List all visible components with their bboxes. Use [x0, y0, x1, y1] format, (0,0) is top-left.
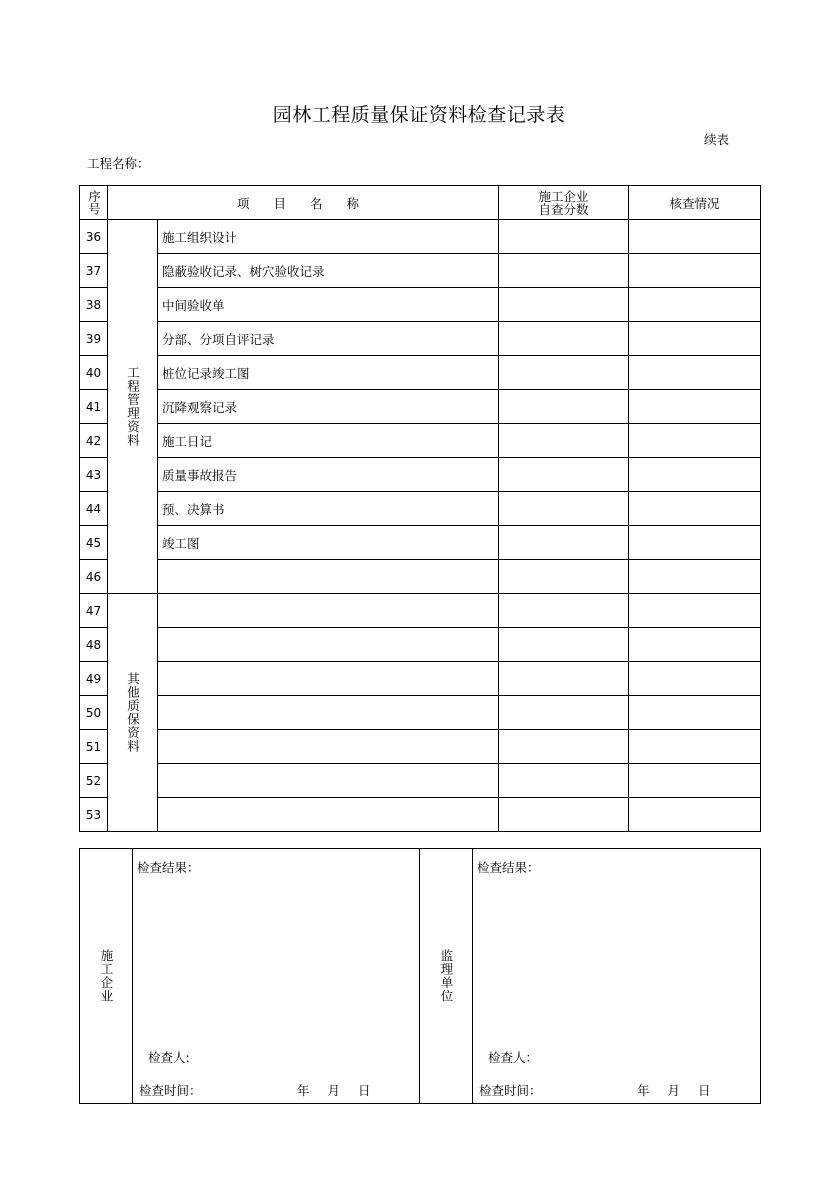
check-cell[interactable] — [629, 390, 761, 424]
table-row — [80, 730, 761, 764]
row-number: 52 — [80, 764, 108, 798]
supervisor-inspector-label: 检查人： — [488, 1050, 539, 1065]
supervisor-result-cell — [473, 849, 761, 1104]
header-score-line2: 自查分数 — [538, 201, 589, 217]
row-number: 38 — [80, 288, 108, 322]
category-cell — [108, 594, 158, 832]
header-check: 核查情况 — [629, 186, 761, 220]
score-cell[interactable] — [499, 526, 629, 560]
table-row — [80, 356, 761, 390]
table-row — [80, 798, 761, 832]
score-cell[interactable] — [499, 594, 629, 628]
table-row — [80, 594, 761, 628]
supervisor-label: 监理单位 — [439, 949, 454, 1003]
category-cell — [108, 220, 158, 594]
item-name: 施工组织设计 — [158, 220, 499, 254]
item-name: 施工日记 — [158, 424, 499, 458]
header-seq-cell — [80, 186, 108, 220]
row-number: 39 — [80, 322, 108, 356]
project-name-label: 工程名称： — [87, 156, 150, 171]
page-title: 园林工程质量保证资料检查记录表 — [272, 104, 566, 126]
table-row — [80, 288, 761, 322]
score-cell[interactable] — [499, 220, 629, 254]
score-cell[interactable] — [499, 628, 629, 662]
check-cell[interactable] — [629, 662, 761, 696]
contractor-result-label: 检查结果： — [137, 860, 200, 875]
item-name: 沉降观察记录 — [158, 390, 499, 424]
row-number: 51 — [80, 730, 108, 764]
table-row — [80, 424, 761, 458]
category-label: 工程管理资料 — [125, 366, 141, 447]
header-score-cell — [499, 186, 629, 220]
contractor-date-text: 年 月 日 — [297, 1083, 371, 1098]
row-number: 47 — [80, 594, 108, 628]
score-cell[interactable] — [499, 764, 629, 798]
header-seq: 序号 — [86, 190, 102, 215]
check-cell[interactable] — [629, 730, 761, 764]
score-cell[interactable] — [499, 390, 629, 424]
item-name — [158, 730, 499, 764]
row-number: 40 — [80, 356, 108, 390]
item-name: 隐蔽验收记录、树穴验收记录 — [158, 254, 499, 288]
item-name — [158, 662, 499, 696]
row-number: 48 — [80, 628, 108, 662]
check-cell[interactable] — [629, 798, 761, 832]
row-number: 41 — [80, 390, 108, 424]
item-name — [158, 594, 499, 628]
item-name: 预、决算书 — [158, 492, 499, 526]
signoff-table — [79, 848, 761, 1104]
check-cell[interactable] — [629, 458, 761, 492]
row-number: 45 — [80, 526, 108, 560]
table-row — [80, 322, 761, 356]
supervisor-label-cell — [420, 849, 473, 1104]
row-number: 42 — [80, 424, 108, 458]
contractor-label: 施工企业 — [99, 949, 114, 1003]
table-row — [80, 628, 761, 662]
item-name: 桩位记录竣工图 — [158, 356, 499, 390]
check-cell[interactable] — [629, 526, 761, 560]
item-name — [158, 628, 499, 662]
category-label: 其他质保资料 — [125, 672, 141, 753]
check-cell[interactable] — [629, 594, 761, 628]
check-cell[interactable] — [629, 628, 761, 662]
score-cell[interactable] — [499, 288, 629, 322]
row-number: 53 — [80, 798, 108, 832]
item-name — [158, 798, 499, 832]
table-row — [80, 696, 761, 730]
item-name — [158, 560, 499, 594]
check-cell[interactable] — [629, 560, 761, 594]
table-row — [80, 764, 761, 798]
item-name: 竣工图 — [158, 526, 499, 560]
table-row — [80, 390, 761, 424]
contractor-time-label: 检查时间： — [139, 1083, 202, 1098]
item-name — [158, 696, 499, 730]
header-score-line1: 施工企业 — [538, 188, 589, 204]
header-item-name: 项 目 名 称 — [108, 186, 499, 220]
score-cell[interactable] — [499, 424, 629, 458]
table-row — [80, 492, 761, 526]
check-cell[interactable] — [629, 424, 761, 458]
check-table — [79, 185, 761, 832]
table-row — [80, 254, 761, 288]
row-number: 50 — [80, 696, 108, 730]
row-number: 44 — [80, 492, 108, 526]
item-name: 质量事故报告 — [158, 458, 499, 492]
supervisor-time-label: 检查时间： — [479, 1083, 542, 1098]
supervisor-date-text: 年 月 日 — [637, 1083, 711, 1098]
check-cell[interactable] — [629, 220, 761, 254]
check-cell[interactable] — [629, 492, 761, 526]
check-cell[interactable] — [629, 322, 761, 356]
table-row — [80, 560, 761, 594]
score-cell[interactable] — [499, 560, 629, 594]
row-number: 49 — [80, 662, 108, 696]
score-cell[interactable] — [499, 492, 629, 526]
table-row — [80, 662, 761, 696]
item-name — [158, 764, 499, 798]
item-name: 分部、分项自评记录 — [158, 322, 499, 356]
contractor-inspector-label: 检查人: — [148, 1050, 190, 1065]
score-cell[interactable] — [499, 458, 629, 492]
continued-label: 续表 — [704, 132, 730, 147]
item-name: 中间验收单 — [158, 288, 499, 322]
row-number: 36 — [80, 220, 108, 254]
score-cell[interactable] — [499, 356, 629, 390]
check-cell[interactable] — [629, 288, 761, 322]
score-cell[interactable] — [499, 730, 629, 764]
score-cell[interactable] — [499, 798, 629, 832]
table-row — [80, 526, 761, 560]
contractor-result-cell — [133, 849, 420, 1104]
row-number: 37 — [80, 254, 108, 288]
score-cell[interactable] — [499, 254, 629, 288]
check-cell[interactable] — [629, 764, 761, 798]
check-cell[interactable] — [629, 696, 761, 730]
header-row — [80, 186, 761, 220]
supervisor-result-label: 检查结果： — [477, 860, 540, 875]
row-number: 43 — [80, 458, 108, 492]
row-number: 46 — [80, 560, 108, 594]
score-cell[interactable] — [499, 662, 629, 696]
table-row — [80, 220, 761, 254]
score-cell[interactable] — [499, 322, 629, 356]
score-cell[interactable] — [499, 696, 629, 730]
check-cell[interactable] — [629, 356, 761, 390]
contractor-label-cell — [80, 849, 133, 1104]
table-row — [80, 458, 761, 492]
check-cell[interactable] — [629, 254, 761, 288]
